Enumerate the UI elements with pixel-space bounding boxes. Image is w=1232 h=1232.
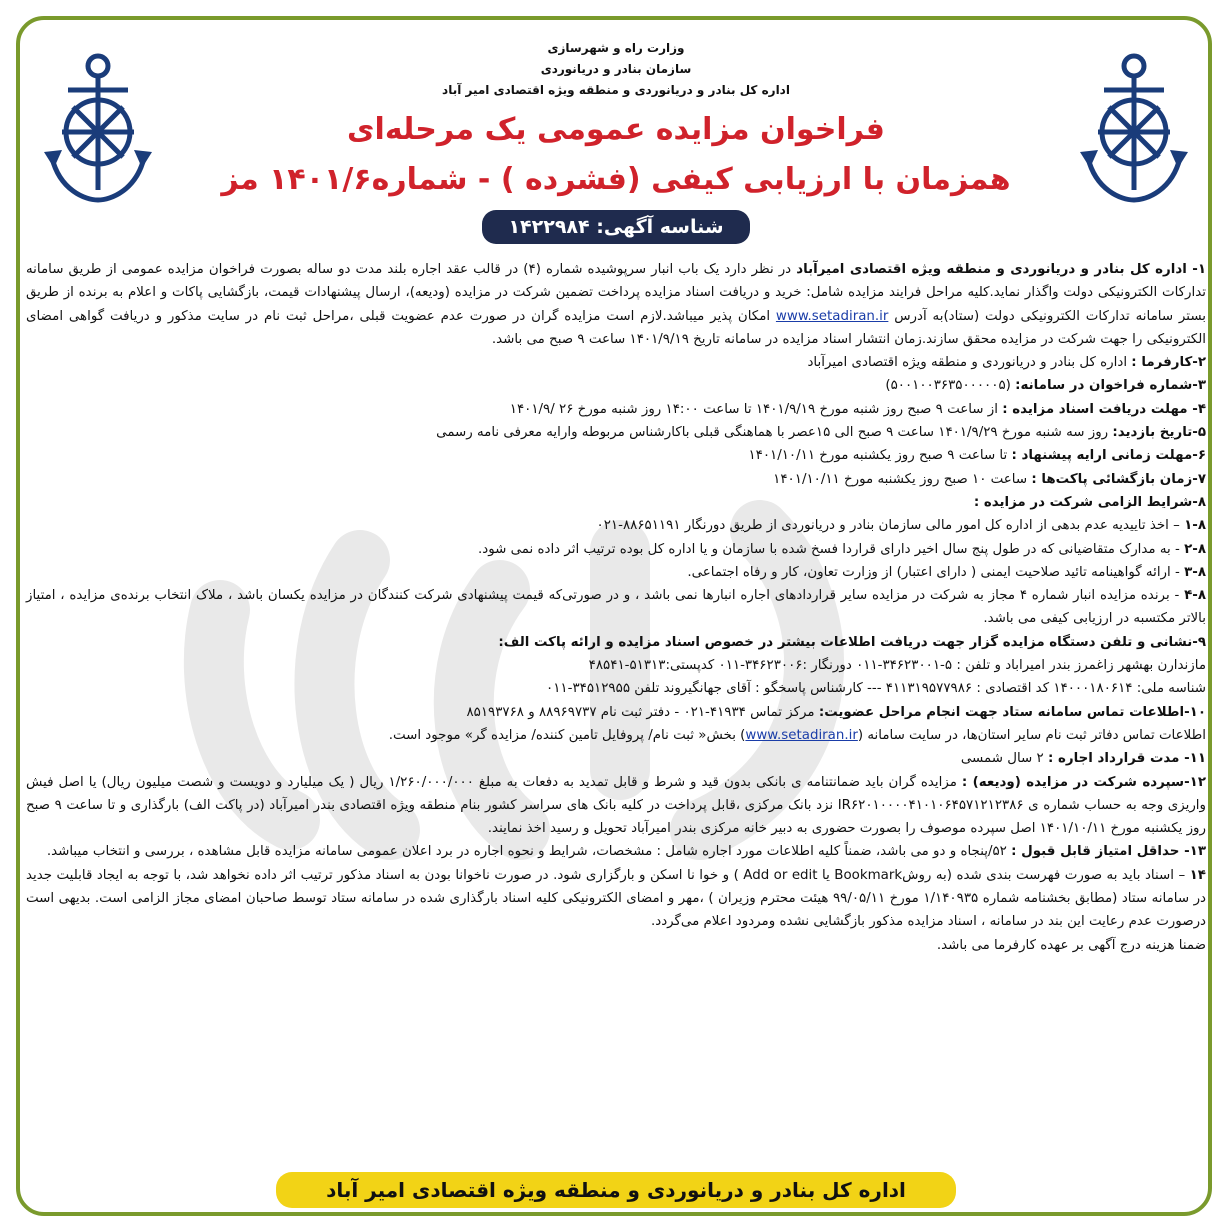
- setadiran-link-2[interactable]: www.setadiran.ir: [745, 727, 858, 743]
- setadiran-link[interactable]: www.setadiran.ir: [775, 308, 889, 324]
- clause-6: ۶-مهلت زمانی ارایه پیشنهاد : تا ساعت ۹ صبح روز یکشنبه مورخ ۱۴۰۱/۱۰/۱۱: [748, 448, 1206, 464]
- ministry-name: وزارت راه و شهرسازی: [547, 41, 685, 55]
- clause-7: ۷-زمان بازگشائی پاکت‌ها : ساعت ۱۰ صبح روز یکشنبه مورخ ۱۴۰۱/۱۰/۱۱: [773, 471, 1206, 487]
- clause-8-1: ۱-۸ – اخذ تاییدیه عدم بدهی از اداره کل امور مالی سازمان بنادر و دریانوردی از طریق دورنگار ۸۸۶۵۱۱۹۱-۰۲۱: [596, 518, 1206, 534]
- clause-2: ۲-کارفرما : اداره کل بنادر و دریانوردی و منطقه ویژه اقتصادی امیرآباد: [807, 355, 1206, 371]
- clause-3: ۳-شماره فراخوان در سامانه: (۵۰۰۱۰۰۳۶۳۵۰۰۰۰۰۵): [885, 378, 1206, 394]
- clause-5: ۵-تاریخ بازدید: روز سه شنبه مورخ ۱۴۰۱/۹/۲۹ ساعت ۹ صبح الی ۱۵عصر با هماهنگی قبلی باکارشناس مربوطه وارایه معرفی نامه رسمی: [436, 425, 1206, 441]
- clause-8-3: ۳-۸ - ارائه گواهینامه تائید صلاحیت ایمنی ( دارای اعتبار) از وزارت تعاون، کار و رفاه اجتماعی.: [687, 564, 1206, 580]
- clause-8-4: ۴-۸ - برنده مزایده انبار شماره ۴ مجاز به شرکت در مزایده سایر قراردادهای اجاره انبارها نمی باشد ، و در صورتی‌که قیمت پیشنهادی شرکت کنندگان در مزایده یکسان باشد ، ملاک انتخاب برنده‌ی مزایده ، امتیاز بالاتر مکتسبه در ارزیابی کیفی می باشد.: [26, 588, 1206, 627]
- anchor-emblem-right: [1076, 40, 1192, 210]
- clause-8-2: ۲-۸ - به مدارک متقاضیانی که در طول پنج سال اخیر دارای قراردا فسخ شده با سازمان و یا اداره کل بوده ترتیب اثر داده نمی شود.: [477, 541, 1206, 557]
- title-line-1: فراخوان مزایده عمومی یک مرحله‌ای: [347, 112, 885, 147]
- clause-4: ۴- مهلت دریافت اسناد مزایده : از ساعت ۹ صبح روز شنبه مورخ ۱۴۰۱/۹/۱۹ تا ساعت ۱۴:۰۰ روز شنبه مورخ ۲۶ /۱۴۰۱/۹: [509, 401, 1206, 417]
- notice-body: [26, 258, 1206, 957]
- clause-10-b: اطلاعات تماس دفاتر ثبت نام سایر استان‌ها، در سایت سامانه (www.setadiran.ir) بخش« ثبت نام/ پروفایل تامین کننده/ مزایده گر» موجود است.: [388, 727, 1206, 743]
- clause-11: ۱۱- مدت قرارداد اجاره : ۲ سال شمسی: [960, 751, 1206, 767]
- notice-id-badge: شناسه آگهی: ۱۴۲۲۹۸۴: [482, 210, 749, 244]
- clause-9: ۹-نشانی و تلفن دستگاه مزایده گزار جهت دریافت اطلاعات بیشتر در خصوص اسناد مزایده و ارائه پاکت الف:: [498, 634, 1206, 650]
- clause-15: ضمنا هزینه درج آگهی بر عهده کارفرما می باشد.: [936, 937, 1206, 953]
- clause-14: ۱۴ – اسناد باید به صورت فهرست بندی شده (به روشBookmark یا Add or edit ) و خوا نا اسکن و بارگزاری شود. در صورت ناخوانا بودن به اسناد مذکور ترتیب اثر داده نخواهد شد، با توجه به ایجاد قابلیت جدید در سامانه ستاد (مطابق بخشنامه شماره ۱/۱۴۰۹۳۵ مورخ ۹۹/۰۵/۱۱ هیئت محترم وزیران ) ،مهر و امضای الکترونیکی کلیه اسناد بارگذاری شده در سامانه ستاد توسط صاحبان امضای مجاز الزامی است. بدیهی است درصورت عدم رعایت این بند در سامانه ، اسناد مزایده مذکور بازگشایی نشده ومردود اعلام می‌گردد.: [26, 867, 1207, 930]
- footer-banner: اداره کل بنادر و دریانوردی و منطقه ویژه اقتصادی امیر آباد: [276, 1172, 956, 1208]
- clause-9-ids: شناسه ملی: ۱۴۰۰۰۱۸۰۶۱۴ کد اقتصادی : ۴۱۱۳۱۹۵۷۷۹۸۶ --- کارشناس پاسخگو : آقای جهانگیروند تلفن ۳۴۵۱۲۹۵۵-۰۱۱: [546, 681, 1206, 697]
- clause-10: ۱۰-اطلاعات تماس سامانه ستاد جهت انجام مراحل عضویت: مرکز تماس ۴۱۹۳۴-۰۲۱ - دفتر ثبت نام ۸۸۹۶۹۷۳۷ و ۸۵۱۹۳۷۶۸: [466, 704, 1206, 720]
- clause-1: ۱- اداره کل بنادر و دریانوردی و منطقه ویژه اقتصادی امیرآباد در نظر دارد یک باب انبار سرپوشیده شماره (۴) در قالب عقد اجاره بلند مدت دو ساله بصورت فراخوان مزایده عمومی از طریق سامانه تدارکات الکترونیکی دولت واگذار نماید.کلیه مراحل فرایند مزایده شامل: خرید و دریافت اسناد مزایده پرداخت تضمین شرکت در مزایده (ودیعه)، ارسال پیشنهادات قیمت، بازگشایی پاکات و اعلام به برنده از طریق بستر سامانه تدارکات الکترونیکی دولت (ستاد)به آدرس www.setadiran.ir امکان پذیر میباشد.لازم است مزایده گران در صورت عدم عضویت قبلی ،مراحل ثبت نام در سایت مذکور و دریافت گواهی امضای الکترونیکی را جهت شرکت در مزایده محقق سازند.زمان انتشار اسناد مزایده در سامانه تاریخ ۱۴۰۱/۹/۱۹ ساعت ۹ صبح می باشد.: [26, 262, 1206, 347]
- title-line-2: همزمان با ارزیابی کیفی (فشرده ) - شماره۱۴۰۱/۶ مز: [221, 162, 1011, 197]
- clause-8: ۸-شرایط الزامی شرکت در مزایده :: [973, 494, 1206, 510]
- header: [180, 38, 1052, 205]
- anchor-emblem-left: [40, 40, 156, 210]
- clause-12: ۱۲-سپرده شرکت در مزایده (ودیعه) : مزایده گران باید ضمانتنامه ی بانکی بدون قید و شرط و قابل تمدید به دفعات به مبلغ ۱/۲۶۰/۰۰۰/۰۰۰ ریال ( یک میلیارد و دویست و شصت میلیون ریال) یا اصل فیش واریزی وجه به حساب شماره ی IR۶۲۰۱۰۰۰۰۴۱۰۱۰۶۴۵۷۱۲۱۲۳۸۶ نزد بانک مرکزی ،قابل پرداخت در کلیه بانک های سراسر کشور بنام منطقه ویژه اقتصادی بندر امیرآباد (در پاکت الف) بارگذاری و تا ساعت ۹ صبح روز یکشنبه مورخ ۱۴۰۱/۱۰/۱۱ اصل سپرده موصوف را بصورت حضوری به دبیر خانه مرکزی بندر امیرآباد تحویل و رسید اخذ نمایند.: [26, 774, 1206, 837]
- clause-9-address: مازندارن بهشهر زاغمرز بندر امیراباد و تلفن : ۵-۳۴۶۲۳۰۰۱-۰۱۱ دورنگار :۳۴۶۲۳۰۰۶-۰۱۱ کدپستی:۵۱۳۱۳-۴۸۵۴۱: [588, 658, 1206, 674]
- department-name: اداره کل بنادر و دریانوردی و منطقه ویژه اقتصادی امیر آباد: [442, 83, 790, 97]
- organization-name: سازمان بنادر و دریانوردی: [540, 62, 692, 76]
- clause-13: ۱۳- حداقل امتیاز قابل قبول : ۵۲/پنجاه و دو می باشد، ضمناً کلیه اطلاعات مورد اجاره شامل : مشخصات، شرایط و نحوه اجاره در برد اعلان عمومی سامانه مزایده قابل مشاهده ، بررسی و انتخاب میباشد.: [46, 844, 1206, 860]
